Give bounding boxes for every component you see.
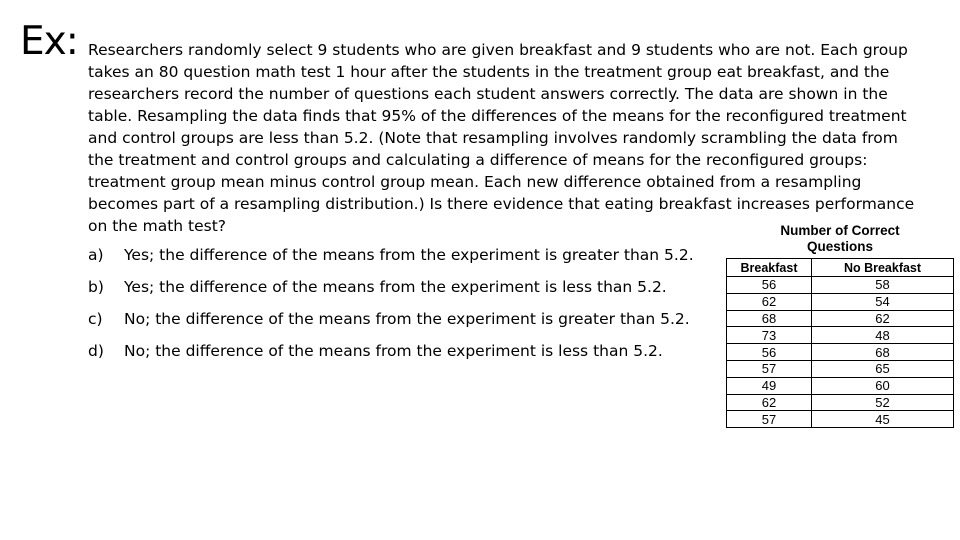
breakfast-cell: 56 — [727, 344, 812, 361]
table-row — [727, 394, 954, 411]
breakfast-cell: 62 — [727, 394, 812, 411]
choice-letter: a) — [88, 246, 104, 264]
problem-text: Researchers randomly select 9 students who are given breakfast and 9 students who are not. Each group takes an 80 question math test 1 hour after the students in the treatment group eat breakfast, and the researchers record the number of questions each student answers correctly. The data are shown in the table. Resampling the data finds that 95% of the differences of the means for the reconfigured treatment and control groups are less than 5.2. (Note that resampling involves randomly scrambling the data from the treatment and control groups and calculating a difference of means for the reconfigured groups: treatment group mean minus control group mean. Each new difference obtained from a resampling becomes part of a resampling distribution.) Is there evidence that eating breakfast increases performance on the math test? — [88, 41, 915, 235]
table-row — [727, 377, 954, 394]
breakfast-cell: 62 — [727, 293, 812, 310]
data-table — [726, 258, 954, 428]
choice-text: No; the difference of the means from the experiment is less than 5.2. — [124, 342, 663, 360]
choice-a — [88, 244, 728, 276]
header-breakfast: Breakfast — [727, 259, 812, 277]
table-row — [727, 411, 954, 428]
no-breakfast-cell: 60 — [812, 377, 954, 394]
breakfast-cell: 49 — [727, 377, 812, 394]
data-table-container — [726, 216, 954, 428]
table-title-line2: Questions — [806, 239, 873, 254]
table-title — [726, 216, 954, 258]
choice-c — [88, 308, 728, 340]
choice-text: Yes; the difference of the means from the experiment is greater than 5.2. — [124, 246, 694, 264]
breakfast-cell: 68 — [727, 310, 812, 327]
answer-choices — [88, 244, 728, 372]
choice-letter: c) — [88, 310, 103, 328]
no-breakfast-cell: 68 — [812, 344, 954, 361]
table-row — [727, 344, 954, 361]
choice-text: No; the difference of the means from the experiment is greater than 5.2. — [124, 310, 690, 328]
table-header-row — [727, 259, 954, 277]
example-label: Ex: — [20, 19, 78, 64]
table-row — [727, 327, 954, 344]
choice-b — [88, 276, 728, 308]
no-breakfast-cell: 54 — [812, 293, 954, 310]
choice-d — [88, 340, 728, 372]
table-row — [727, 310, 954, 327]
no-breakfast-cell: 52 — [812, 394, 954, 411]
table-row — [727, 360, 954, 377]
header-no-breakfast: No Breakfast — [812, 259, 954, 277]
choice-letter: d) — [88, 342, 104, 360]
breakfast-cell: 73 — [727, 327, 812, 344]
no-breakfast-cell: 45 — [812, 411, 954, 428]
problem-statement — [88, 39, 918, 237]
breakfast-cell: 57 — [727, 360, 812, 377]
choice-letter: b) — [88, 278, 104, 296]
table-row — [727, 293, 954, 310]
breakfast-cell: 57 — [727, 411, 812, 428]
table-row — [727, 277, 954, 294]
breakfast-cell: 56 — [727, 277, 812, 294]
table-title-line1: Number of Correct — [780, 223, 900, 238]
choice-text: Yes; the difference of the means from the experiment is less than 5.2. — [124, 278, 667, 296]
no-breakfast-cell: 58 — [812, 277, 954, 294]
no-breakfast-cell: 62 — [812, 310, 954, 327]
no-breakfast-cell: 65 — [812, 360, 954, 377]
no-breakfast-cell: 48 — [812, 327, 954, 344]
